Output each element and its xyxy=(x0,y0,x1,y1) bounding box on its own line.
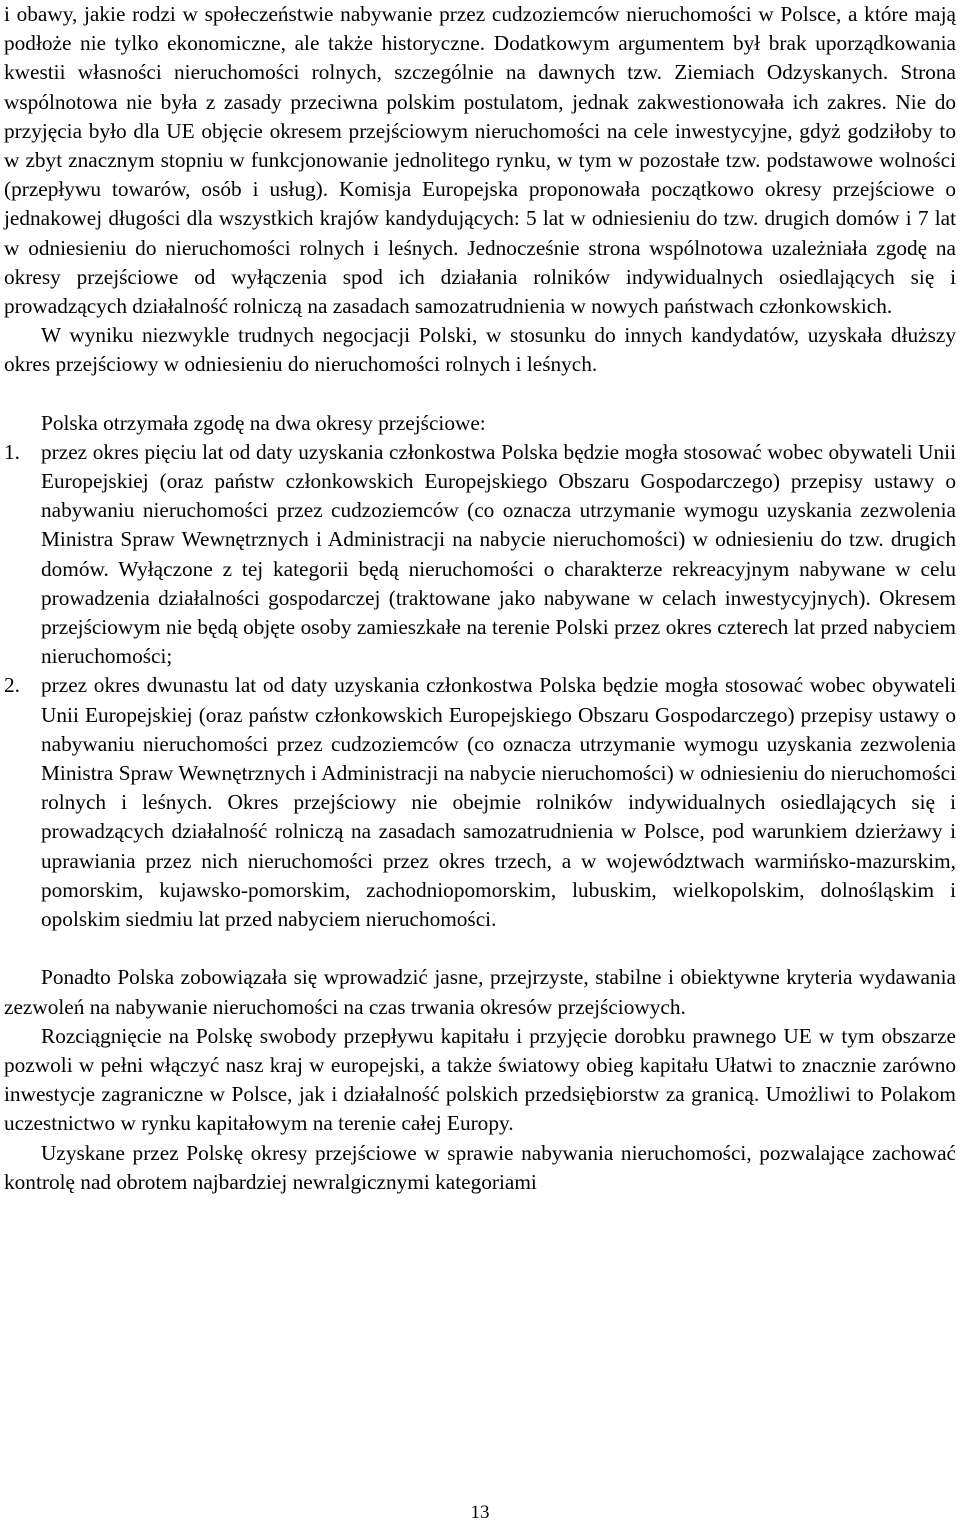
paragraph-transition-summary: Uzyskane przez Polskę okresy przejściowe w sprawie nabywania nieruchomości, pozwalające zachować kontrolę nad obrotem najbardziej newralgicznymi kategoriami xyxy=(4,1140,956,1194)
paragraph-negotiation-result: W wyniku niezwykle trudnych negocjacji Polski, w stosunku do innych kandydatów, uzyskała dłuższy okres przejściowy w odniesieniu do nieruchomości rolnych i leśnych. xyxy=(4,323,956,377)
list-item xyxy=(4,671,956,934)
list-item-text: przez okres pięciu lat od daty uzyskania członkostwa Polska będzie mogła stosować wobec obywateli Unii Europejskiej (oraz państw członkowskich Europejskiego Obszaru Gospodarczego) przepisy ustawy o nabywaniu nieruchomości przez cudzoziemców (co oznacza utrzymanie wymogu uzyskania zezwolenia Ministra Spraw Wewnętrznych i Administracji na nabycie nieruchomości) w odniesieniu do tzw. drugich domów. Wyłączone z tej kategorii będą nieruchomości o charakterze rekreacyjnym nabywane w celu prowadzenia działalności gospodarczej (traktowane jako nabywane w celach inwestycyjnych). Okresem przejściowym nie będą objęte osoby zamieszkałe na terenie Polski przez okres czterech lat przed nabyciem nieruchomości; xyxy=(41,439,956,669)
list-item-number: 2. xyxy=(4,673,20,698)
list-intro: Polska otrzymała zgodę na dwa okresy przejściowe: xyxy=(41,410,486,435)
list-item-number: 1. xyxy=(4,439,20,464)
paragraph-continuation: i obawy, jakie rodzi w społeczeństwie nabywanie przez cudzoziemców nieruchomości w Polsce, a które mają podłoże nie tylko ekonomiczne, ale także historyczne. Dodatkowym argumentem był brak uporządkowania kwestii własności nieruchomości rolnych, szczególnie na dawnych tzw. Ziemiach Odzyskanych. Strona wspólnotowa nie była z zasady przeciwna polskim postulatom, jednak zakwestionowała ich zakres. Nie do przyjęcia było dla UE objęcie okresem przejściowym nieruchomości na cele inwestycyjne, gdyż godziłoby to w zbyt znacznym stopniu w funkcjonowanie jednolitego rynku, w tym w pozostałe tzw. podstawowe wolności (przepływu towarów, osób i usług). Komisja Europejska proponowała początkowo okresy przejściowe o jednakowej długości dla wszystkich krajów kandydujących: 5 lat w odniesieniu do tzw. drugich domów i 7 lat w odniesieniu do nieruchomości rolnych i leśnych. Jednocześnie strona wspólnotowa uzależniała zgodę na okresy przejściowe od wyłączenia spod ich działania rolników indywidualnych osiedlających się i prowadzących działalność rolniczą na zasadach samozatrudnienia w nowych państwach członkowskich. xyxy=(4,2,956,319)
paragraph-commitment: Ponadto Polska zobowiązała się wprowadzić jasne, przejrzyste, stabilne i obiektywne kryteria wydawania zezwoleń na nabywanie nieruchomości na czas trwania okresów przejściowych. xyxy=(4,965,956,1019)
list-item xyxy=(4,438,956,672)
page-number: 13 xyxy=(470,1502,490,1523)
transition-periods-list xyxy=(4,438,956,934)
list-item-text: przez okres dwunastu lat od daty uzyskania członkostwa Polska będzie mogła stosować wobec obywateli Unii Europejskiej (oraz państw członkowskich Europejskiego Obszaru Gospodarczego) przepisy ustawy o nabywaniu nieruchomości przez cudzoziemców (co oznacza utrzymanie wymogu uzyskania zezwolenia Ministra Spraw Wewnętrznych i Administracji na nabycie nieruchomości) w odniesieniu do nieruchomości rolnych i leśnych. Okres przejściowy nie obejmie rolników indywidualnych osiedlających się i prowadzących działalność rolniczą na zasadach samozatrudnienia w Polsce, pod warunkiem dzierżawy i uprawiania przez nich nieruchomości przez okres trzech, a w województwach warmińsko-mazurskim, pomorskim, kujawsko-pomorskim, zachodniopomorskim, lubuskim, wielkopolskim, dolnośląskim i opolskim siedmiu lat przed nabyciem nieruchomości. xyxy=(41,673,956,932)
paragraph-capital-flow: Rozciągnięcie na Polskę swobody przepływu kapitału i przyjęcie dorobku prawnego UE w tym obszarze pozwoli w pełni włączyć nasz kraj w europejski, a także światowy obieg kapitału Ułatwi to znacznie zarówno inwestycje zagraniczne w Polsce, jak i działalność polskich przedsiębiorstw za granicą. Umożliwi to Polakom uczestnictwo w rynku kapitałowym na terenie całej Europy. xyxy=(4,1023,956,1136)
